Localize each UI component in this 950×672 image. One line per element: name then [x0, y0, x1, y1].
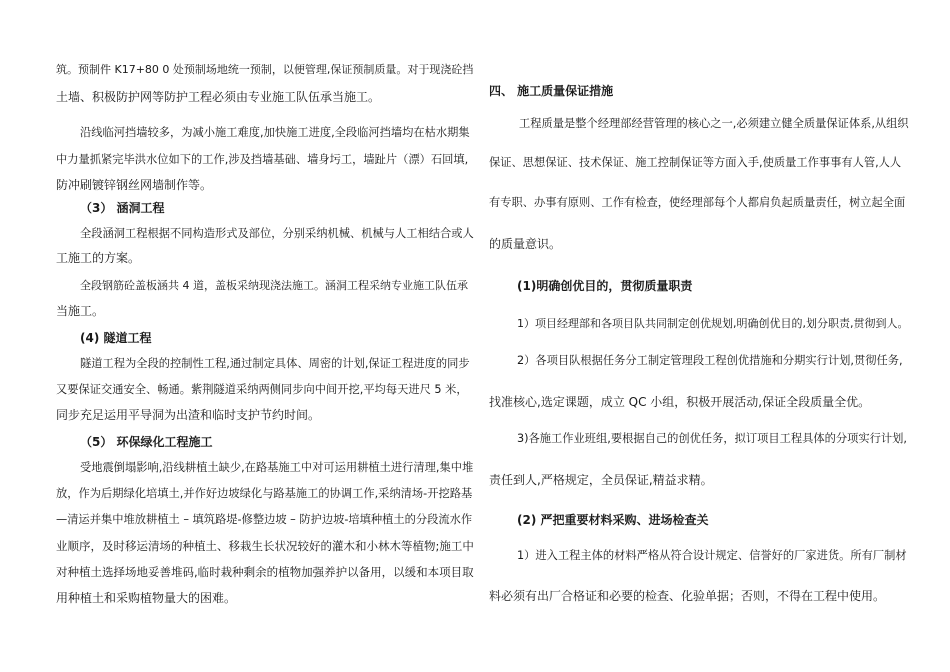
paragraph-line: 全段钢筋砼盖板涵共 4 道，盖板采纳现浇法施工。涵洞工程采纳专业施工队伍承	[80, 279, 468, 292]
chapter-heading: 四、 施工质量保证措施	[489, 84, 614, 98]
paragraph-line: 全段涵洞工程根据不同构造形式及部位，分别采纳机械、机械与人工相结合或人	[80, 227, 474, 240]
section-heading: (4) 隧道工程	[80, 331, 152, 345]
list-item: 找准核心,选定课题，成立 QC 小组，积极开展活动,保证全段质量全优。	[489, 395, 871, 409]
paragraph-line: 保证、思想保证、技术保证、施工控制保证等方面入手,使质量工作事事有人管,人人	[489, 156, 902, 169]
paragraph-line: 防冲刷镀锌钢丝网墙制作等。	[56, 178, 213, 192]
paragraph-line: 工程质量是整个经理部经营管理的核心之一,必须建立健全质量保证体系,从组织	[519, 117, 909, 130]
paragraph-line: 又要保证交通安全、畅通。紫荆隧道采纳两侧同步向中间开挖,平均每天进尺 5 米，	[56, 383, 468, 396]
paragraph-line: 放，作为后期绿化培填土,并作好边坡绿化与路基施工的协调工作,采纳清场-开挖路基	[56, 487, 473, 500]
paragraph-line: 用种植土和采购植物量大的困难。	[56, 591, 237, 605]
paragraph-line: 工施工的方案。	[56, 251, 141, 265]
paragraph-line: 中力量抓紧完毕洪水位如下的工作,涉及挡墙基础、墙身圬工，墙趾片（漂）石回填,	[56, 153, 469, 166]
paragraph-line: 隧道工程为全段的控制性工程,通过制定具体、周密的计划,保证工程进度的同步	[80, 357, 470, 370]
list-item: 1）进入工程主体的材料严格从符合设计规定、信誉好的厂家进货。所有厂制材	[517, 549, 907, 562]
paragraph-line: 土墙、积极防护网等防护工程必须由专业施工队伍承当施工。	[56, 90, 381, 104]
paragraph-line: —清运并集中堆放耕植土 – 填筑路堤-修整边坡 – 防护边坡-培填种植土的分段流水作	[56, 513, 473, 526]
section-heading: （3） 涵洞工程	[80, 201, 165, 215]
section-heading: （5） 环保绿化工程施工	[80, 435, 213, 449]
list-item: 3)各施工作业班组,要根据自己的创优任务，拟订项目工程具体的分项实行计划,	[517, 432, 907, 445]
paragraph-line: 对种植土选择场地妥善堆码,临时栽种剩余的植物加强养护以备用，以缓和本项目取	[56, 565, 474, 579]
paragraph-line: 筑。预制件 K17+80 0 处预制场地统一预制，以便管理,保证预制质量。对于现浇砼挡	[56, 63, 474, 76]
paragraph-line: 同步充足运用平导洞为出渣和临时支护节约时间。	[56, 408, 321, 422]
paragraph-line: 受地震倒塌影响,沿线耕植土缺少,在路基施工中对可运用耕植土进行清理,集中堆	[80, 461, 474, 474]
paragraph-line: 沿线临河挡墙较多，为减小施工难度,加快施工进度,全段临河挡墙均在枯水期集	[80, 126, 470, 139]
list-item: 1）项目经理部和各项目队共同制定创优规划,明确创优目的,划分职责,贯彻到人。	[517, 317, 909, 330]
paragraph-line: 业顺序，及时移运清场的种植土、移栽生长状况较好的灌木和小林木等植物;施工中	[56, 539, 474, 553]
section-heading: (1)明确创优目的，贯彻质量职责	[517, 279, 693, 293]
paragraph-line: 的质量意识。	[489, 237, 562, 251]
list-item: 责任到人,严格规定，全员保证,精益求精。	[489, 473, 713, 487]
section-heading: (2) 严把重要材料采购、进场检查关	[517, 513, 709, 527]
paragraph-line: 有专职、办事有原则、工作有检查，使经理部每个人都肩负起质量责任，树立起全面	[489, 196, 906, 209]
list-item: 料必须有出厂合格证和必要的检查、化验单据；否则，不得在工程中使用。	[489, 589, 886, 603]
list-item: 2）各项目队根据任务分工制定管理段工程创优措施和分期实行计划,贯彻任务,	[517, 354, 903, 367]
paragraph-line: 当施工。	[56, 304, 105, 318]
